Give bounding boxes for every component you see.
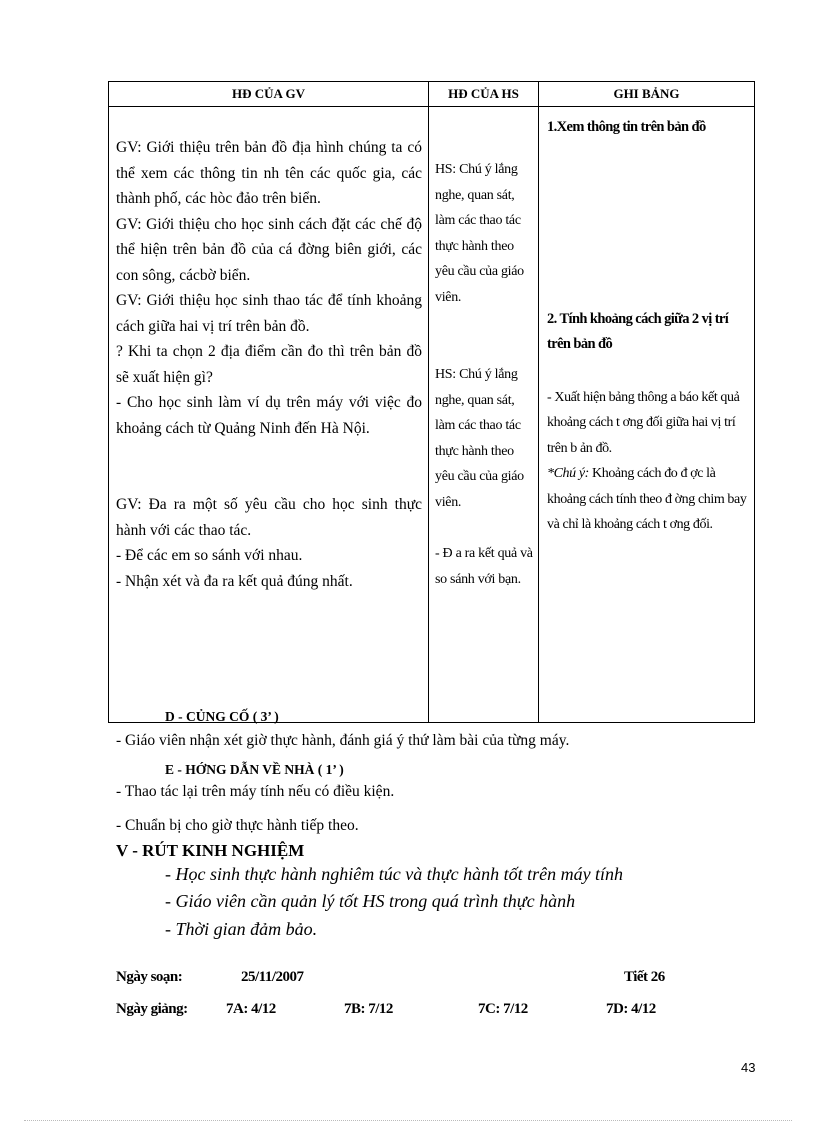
hs-activity-1: HS: Chú ý lắng nghe, quan sát, làm các thao tác thực hành theo yêu cầu của giáo viên. [435,162,524,305]
page-number: 43 [741,1060,756,1075]
class-schedule: 7A: 4/12 [226,1001,276,1017]
header-ghi-bang: GHI BẢNG [539,82,755,107]
header-gv: HĐ CỦA GV [109,82,429,107]
ghi-bang-column [539,107,755,723]
gv-line: - Nhận xét và đa ra kết quả đúng nhất. [116,572,353,590]
ngay-giang-label: Ngày giảng: [116,1001,188,1017]
ngay-soan-label: Ngày soạn: [116,969,183,985]
gv-line: GV: Đa ra một số yêu cầu cho học sinh thực hành với các thao tác. [116,496,422,539]
note-label: *Chú ý: [547,466,589,481]
tiet: Tiết 26 [624,969,665,985]
ngay-soan-value: 25/11/2007 [241,969,304,985]
huong-dan-line-2: - Chuẩn bị cho giờ thực hành tiếp theo. [116,817,359,834]
class-schedule: 7C: 7/12 [478,1001,528,1017]
board-note [547,461,750,538]
lesson-table [108,81,755,723]
header-hs: HĐ CỦA HS [429,82,539,107]
gv-line: - Để các em so sánh với nhau. [116,547,303,564]
class-schedule: 7D: 4/12 [606,1001,656,1017]
rut-kinh-nghiem-heading: V - RÚT KINH NGHIỆM [116,841,305,860]
cung-co-text: - Giáo viên nhận xét giờ thực hành, đánh giá ý thứ làm bài của từng máy. [116,732,570,749]
note-text: Khoảng cách đo đ ợc là khoảng cách tính theo đ ờng chim bay và chỉ là khoảng cách t ơng đối. [547,466,747,532]
page-bottom-divider [24,1120,792,1121]
gv-line: GV: Giới thiệu học sinh thao tác để tính khoảng cách giữa hai vị trí trên bản đồ. [116,292,422,335]
hs-column [429,107,539,723]
gv-line: ? Khi ta chọn 2 địa điểm cần đo thì trên bản đồ sẽ xuất hiện gì? [116,343,422,386]
gv-line: GV: Giới thiệu cho học sinh cách đặt các chế độ thể hiện trên bản đồ của cá đờng biên giới, các con sông, cácbờ biển. [116,215,422,284]
board-title-2: 2. Tính khoảng cách giữa 2 vị trí trên bản đồ [547,310,729,352]
rkn-item: - Thời gian đảm bảo. [165,919,318,939]
cung-co-heading: D - CỦNG CỐ ( 3’ ) [165,709,279,724]
rkn-item: - Học sinh thực hành nghiêm túc và thực hành tốt trên máy tính [165,864,624,884]
board-text: - Xuất hiện bảng thông a báo kết quả khoảng cách t ơng đối giữa hai vị trí trên b ản đồ. [547,389,740,456]
table-header-row [109,82,755,107]
hs-activity-2: HS: Chú ý lắng nghe, quan sát, làm các thao tác thực hành theo yêu cầu của giáo viên. [435,367,524,510]
board-title-1: 1.Xem thông tin trên bản đồ [547,119,706,135]
hs-activity-3: - Đ a ra kết quả và so sánh với bạn. [435,546,533,587]
gv-line: - Cho học sinh làm ví dụ trên máy với việc đo khoảng cách từ Quảng Ninh đến Hà Nội. [116,394,422,437]
gv-column [109,107,429,723]
rkn-item: - Giáo viên cần quản lý tốt HS trong quá trình thực hành [165,891,576,911]
huong-dan-heading: E - HỚNG DẪN VỀ NHÀ ( 1’ ) [165,762,344,777]
table-body-row [109,107,755,723]
class-schedule: 7B: 7/12 [344,1001,393,1017]
huong-dan-line-1: - Thao tác lại trên máy tính nếu có điều kiện. [116,783,395,800]
gv-line: GV: Giới thiệu trên bản đồ địa hình chúng ta có thể xem các thông tin nh tên các quốc gia, các thành phố, các hòc đảo trên biển. [116,139,422,207]
